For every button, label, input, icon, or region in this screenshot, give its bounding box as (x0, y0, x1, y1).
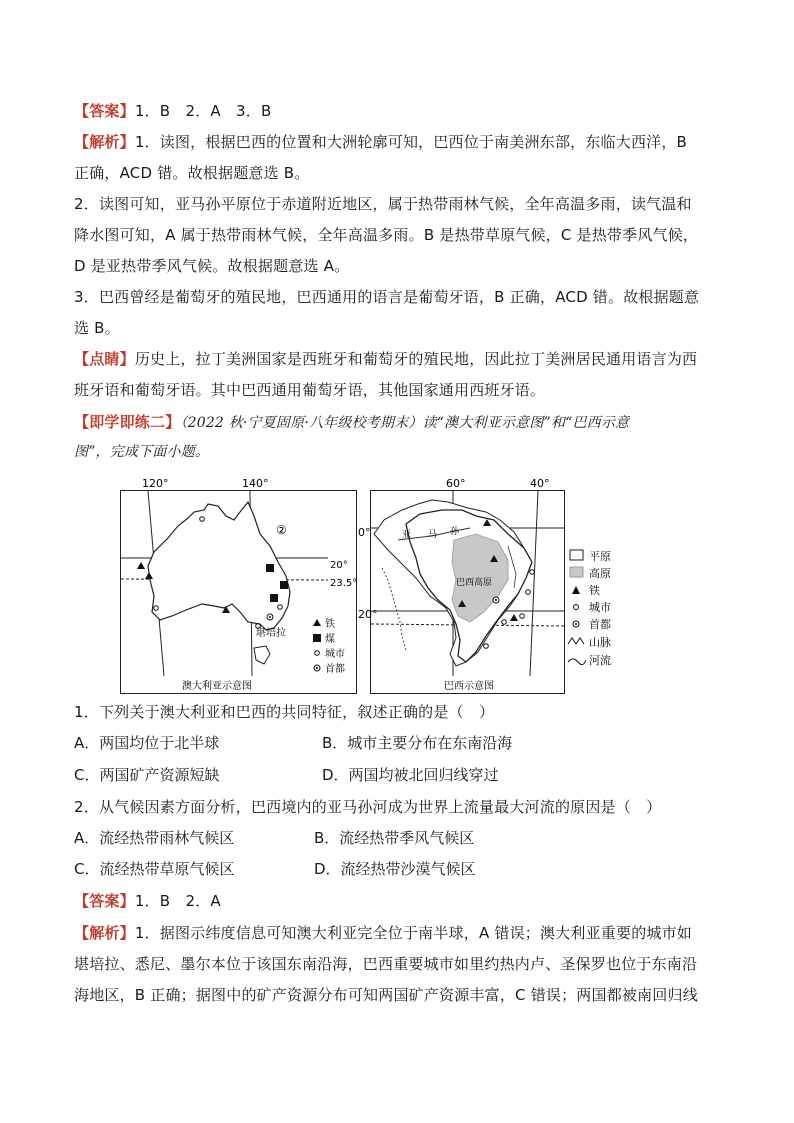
aus-coal-1 (266, 564, 274, 572)
aus-city-darwin (200, 517, 205, 522)
answer-line-1 (74, 101, 724, 121)
q2-stem: 2．从气候因素方面分析，巴西境内的亚马孙河成为世界上流量最大河流的原因是（ ） (74, 798, 662, 816)
answer-text: 1．B 2．A 3．B (134, 102, 272, 120)
analysis-tag: 【解析】 (74, 133, 135, 151)
aus-legend-city: 城市 (325, 649, 345, 660)
brazil-map (358, 476, 628, 694)
br-city-1 (530, 570, 535, 575)
aus-legend-capital: 首都 (325, 664, 345, 675)
aus-city-sydney (278, 605, 283, 610)
point-text: 历史上，拉丁美洲国家是西班牙和葡萄牙的殖民地，因此拉丁美洲居民通用语言为西 (134, 350, 698, 368)
aus-caption: 澳大利亚示意图 (182, 681, 252, 692)
q1-option-b[interactable]: B．城市主要分布在东南沿海 (322, 734, 513, 752)
analysis-line-3: 2．读图可知，亚马孙平原位于赤道附近地区，属于热带雨林气候，全年高温多雨，读气温和 (74, 195, 692, 213)
analysis2-line-1 (74, 923, 724, 943)
aus-legend-coal: 煤 (325, 634, 335, 645)
br-plateau-label: 巴西高原 (456, 578, 493, 588)
aus-lat-235: 23.5° (330, 578, 358, 589)
br-legend-mountain: 山脉 (589, 636, 611, 649)
q1-option-d[interactable]: D．两国均被北回归线穿过 (322, 766, 499, 784)
aus-lat-20: 20° (330, 560, 348, 571)
analysis-line-4: 降水图可知，A 属于热带雨林气候，全年高温多雨。B 是热带草原气候，C 是热带季风气候， (74, 226, 699, 244)
australia-map (120, 476, 360, 694)
br-city-5 (484, 644, 489, 649)
aus-coal-3 (270, 594, 278, 602)
br-amazon-2: 马 (428, 530, 438, 540)
aus-legend-iron: 铁 (325, 619, 335, 630)
analysis-line-1 (74, 132, 724, 152)
point-line-2: 班牙语和葡萄牙语。其中巴西通用葡萄牙语，其他国家通用西班牙语。 (74, 381, 546, 399)
point-tag: 【点睛】 (74, 350, 135, 368)
q1-stem: 1．下列关于澳大利亚和巴西的共同特征，叙述正确的是（ ） (74, 703, 495, 721)
br-lon-40: 40° (530, 477, 550, 490)
practice-source-line-2: 图”，完成下面小题。 (74, 444, 210, 460)
analysis-line-7: 选 B。 (74, 319, 120, 337)
aus-lon-140: 140° (242, 477, 269, 490)
br-legend-river: 河流 (589, 654, 611, 667)
aus-marker-2: ② (276, 523, 287, 537)
br-legend (568, 550, 611, 667)
answer2-line (74, 891, 724, 911)
aus-city-perth (154, 606, 159, 611)
practice-source: （2022 秋·宁夏固原·八年级校考期末）读“澳大利亚示意图”和“巴西示意 (180, 415, 630, 431)
br-legend-iron: 铁 (589, 584, 600, 597)
br-caption: 巴西示意图 (444, 681, 494, 692)
br-lon-60: 60° (446, 477, 466, 490)
q2-option-c[interactable]: C．流经热带草原气候区 (74, 860, 235, 878)
practice-heading (74, 412, 724, 433)
q1-option-c[interactable]: C．两国矿产资源短缺 (74, 766, 220, 784)
q2-option-b[interactable]: B．流经热带季风气候区 (314, 829, 475, 847)
br-city-2 (526, 590, 531, 595)
aus-canberra-label: 堪培拉 (256, 628, 286, 639)
answer-tag: 【答案】 (74, 102, 135, 120)
br-city-3 (520, 614, 525, 619)
analysis2-line-3: 海地区，B 正确；据图中的矿产资源分布可知两国矿产资源丰富，C 错误；两国都被南回归线 (74, 986, 698, 1004)
aus-lon-120: 120° (142, 477, 169, 490)
br-legend-capital: 首都 (589, 618, 611, 631)
analysis-text: 1．读图，根据巴西的位置和大洲轮廓可知，巴西位于南美洲东部，东临大西洋，B (134, 133, 688, 151)
aus-coal-2 (280, 581, 288, 589)
br-amazon-3: 孙 (450, 527, 460, 537)
analysis2-text: 1．据图示纬度信息可知澳大利亚完全位于南半球，A 错误；澳大利亚重要的城市如 (134, 924, 692, 942)
analysis2-line-2: 堪培拉、悉尼、墨尔本位于该国东南沿海，巴西重要城市如里约热内卢、圣保罗也位于东南沿 (74, 955, 698, 973)
analysis-line-2: 正确，ACD 错。故根据题意选 B。 (74, 164, 310, 182)
br-lat-20: 20° (358, 608, 378, 621)
br-legend-plateau: 高原 (589, 567, 611, 580)
analysis-line-6: 3．巴西曾经是葡萄牙的殖民地，巴西通用的语言是葡萄牙语，B 正确，ACD 错。故根据题意 (74, 288, 700, 306)
br-city-4 (502, 620, 507, 625)
br-legend-city: 城市 (589, 601, 611, 614)
q2-option-d[interactable]: D．流经热带沙漠气候区 (314, 860, 476, 878)
practice-tag: 【即学即练二】 (74, 413, 181, 431)
q2-option-a[interactable]: A．流经热带雨林气候区 (74, 829, 235, 847)
br-amazon-1: 亚 (402, 530, 412, 540)
analysis2-tag: 【解析】 (74, 924, 135, 942)
analysis-line-5: D 是亚热带季风气候。故根据题意选 A。 (74, 257, 350, 275)
br-legend-plain: 平原 (589, 550, 611, 563)
answer2-tag: 【答案】 (74, 892, 135, 910)
q1-option-a[interactable]: A．两国均位于北半球 (74, 734, 220, 752)
br-lat-0: 0° (358, 526, 371, 539)
point-line-1 (74, 349, 724, 369)
answer2-text: 1．B 2．A (134, 892, 221, 910)
